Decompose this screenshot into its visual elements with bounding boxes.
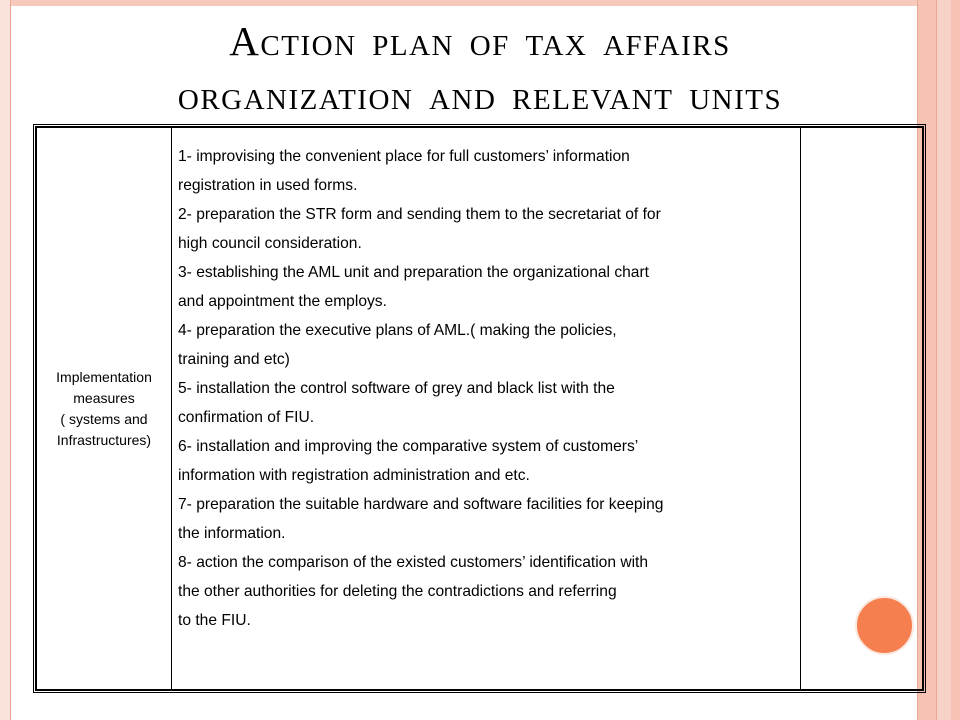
measures-cell [172,128,801,690]
measure-line: to the FIU. [178,612,251,629]
slide-title [60,14,900,122]
decorative-circle [855,596,914,655]
table-row [37,128,923,690]
measure-line: 6- installation and improving the comparative system of customers’ [178,438,639,455]
measure-line: and appointment the employs. [178,293,387,310]
measure-line: 4- preparation the executive plans of AML.( making the policies, [178,322,617,339]
measure-line: the other authorities for deleting the contradictions and referring [178,583,617,600]
title-line-1: Action plan of tax affairs [229,18,731,64]
measure-line: 3- establishing the AML unit and preparation the organizational chart [178,264,650,281]
measure-line: the information. [178,525,286,542]
measure-line: 1- improvising the convenient place for full customers’ information [178,148,630,165]
row-header-cell [37,128,172,690]
action-plan-table [33,124,926,693]
measure-line: 8- action the comparison of the existed customers’ identification with [178,554,649,571]
measure-line: 7- preparation the suitable hardware and software facilities for keeping [178,496,664,513]
measure-line: confirmation of FIU. [178,409,315,426]
row-header-line: Implementation [56,368,152,385]
row-header-line: Infrastructures) [56,431,152,448]
title-line-2: organization and relevant units [177,72,783,118]
measure-line: 2- preparation the STR form and sending them to the secretariat of for [178,206,661,223]
measure-line: training and etc) [178,351,290,368]
left-border [0,0,11,720]
measure-line: registration in used forms. [178,177,358,194]
row-header-line: measures [73,389,135,406]
right-border-stripe [936,0,951,720]
measure-line: high council consideration. [178,235,362,252]
measure-line: 5- installation the control software of grey and black list with the [178,380,615,397]
top-border [0,0,960,6]
measure-line: information with registration administration and etc. [178,467,530,484]
table [36,127,923,690]
row-header-line: ( systems and [60,410,148,427]
